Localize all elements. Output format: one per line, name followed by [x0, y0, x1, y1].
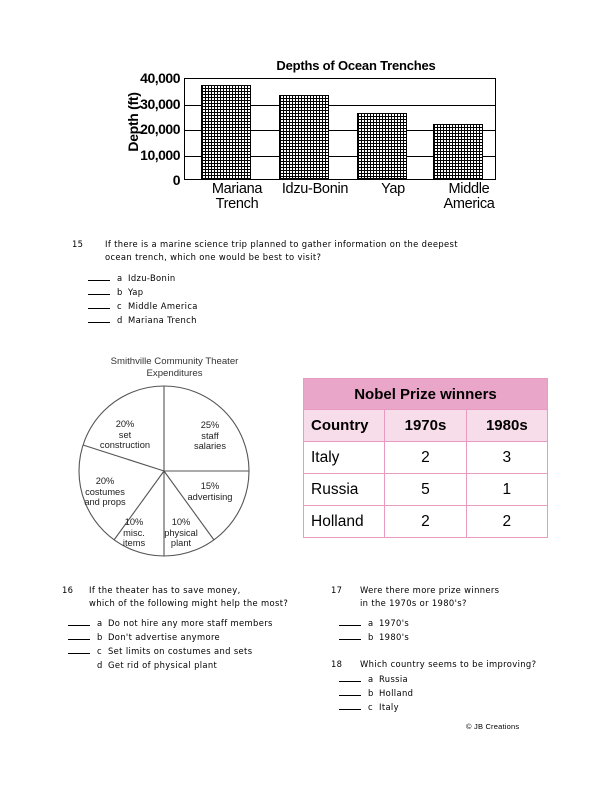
question-17-prompt-line1: Were there more prize winners: [360, 585, 500, 595]
question-17-option-a[interactable]: [339, 618, 409, 628]
option-text: Don't advertise anymore: [108, 632, 221, 642]
answer-blank[interactable]: [339, 688, 361, 696]
option-letter: c: [97, 646, 102, 656]
bar-category-line1: Yap: [381, 181, 405, 197]
question-16-prompt-line1: If the theater has to save money,: [89, 585, 241, 595]
cell-1980s: 2: [466, 506, 547, 538]
pie-label-pct: 15%: [200, 481, 220, 491]
option-text: Russia: [379, 674, 409, 684]
question-17-prompt-line2: in the 1970s or 1980's?: [360, 598, 467, 608]
bar-mariana-trench: [201, 85, 251, 179]
option-text: Yap: [128, 287, 144, 297]
option-text: Idzu-Bonin: [128, 273, 176, 283]
pie-chart: [62, 356, 292, 561]
bar-category-label-middle-america: [406, 182, 532, 213]
option-text: 1980's: [379, 632, 410, 642]
option-letter: b: [97, 632, 103, 642]
bar-chart-y-axis-label: Depth (ft): [125, 92, 141, 152]
pie-label-name1: set: [118, 429, 132, 440]
cell-country: Holland: [304, 506, 385, 538]
option-text: Get rid of physical plant: [108, 660, 218, 670]
option-letter: a: [117, 273, 123, 283]
answer-blank[interactable]: [68, 632, 90, 640]
question-15-prompt-line1: If there is a marine science trip planned to gather information on the deepest: [105, 239, 458, 249]
option-text: Set limits on costumes and sets: [108, 646, 253, 656]
pie-label-name1: costumes: [85, 486, 125, 497]
answer-blank[interactable]: [68, 661, 90, 668]
cell-1980s: 3: [466, 442, 547, 474]
option-text: Middle America: [128, 301, 198, 311]
pie-label-advertising: [172, 481, 248, 502]
pie-label-name2: items: [122, 538, 146, 549]
option-letter: d: [117, 315, 123, 325]
answer-blank[interactable]: [88, 287, 110, 295]
answer-blank[interactable]: [339, 618, 361, 626]
answer-blank[interactable]: [339, 632, 361, 640]
table-row: [304, 442, 548, 474]
bar-chart: [96, 58, 516, 223]
bar-chart-y-tick: 10,000: [140, 146, 180, 163]
column-header-country: Country: [304, 410, 385, 442]
question-18-number: 18: [331, 659, 343, 669]
cell-1970s: 5: [385, 474, 466, 506]
question-17-option-b[interactable]: [339, 632, 409, 642]
bar-chart-y-tick: 40,000: [140, 70, 180, 86]
bar-yap: [357, 113, 407, 179]
pie-label-name2: construction: [99, 440, 151, 451]
question-15-option-d[interactable]: [88, 315, 197, 325]
cell-country: Russia: [304, 474, 385, 506]
pie-label-name2: plant: [170, 538, 192, 549]
pie-label-name1: advertising: [187, 491, 233, 502]
bar-chart-title: Depths of Ocean Trenches: [276, 58, 436, 73]
option-letter: c: [368, 702, 373, 712]
question-16-option-d[interactable]: [68, 660, 217, 670]
question-15-option-b[interactable]: [88, 287, 143, 297]
option-letter: a: [97, 618, 103, 628]
pie-label-pct: 25%: [200, 420, 220, 430]
pie-label-pct: 20%: [115, 419, 135, 429]
option-text: Do not hire any more staff members: [108, 618, 273, 628]
bar-chart-y-tick: 0: [172, 172, 180, 188]
option-text: Italy: [379, 702, 399, 712]
pie-chart-title-line2: Expenditures: [146, 368, 203, 380]
answer-blank[interactable]: [68, 618, 90, 626]
bar-chart-y-tick-group: [114, 70, 180, 188]
pie-label-staff-salaries: [174, 420, 246, 452]
copyright-credit: © JB Creations: [466, 722, 520, 731]
pie-label-set-construction: [84, 419, 166, 451]
pie-label-pct: 10%: [124, 517, 144, 527]
pie-label-name1: staff: [201, 430, 219, 441]
bar-category-line1: Idzu-Bonin: [281, 181, 349, 197]
pie-chart-title-line1: Smithville Community Theater: [110, 356, 239, 367]
cell-country: Italy: [304, 442, 385, 474]
bar-chart-plot-area: [184, 78, 496, 180]
bar-idzu-bonin: [279, 95, 329, 179]
answer-blank[interactable]: [68, 646, 90, 654]
question-15-option-a[interactable]: [88, 273, 176, 283]
bar-chart-y-tick: 30,000: [140, 95, 180, 112]
bar-column: [433, 79, 483, 179]
question-15-number: 15: [72, 239, 84, 249]
bar-chart-y-tick: 20,000: [140, 121, 180, 137]
answer-blank[interactable]: [339, 674, 361, 682]
nobel-table-title: Nobel Prize winners: [304, 379, 548, 410]
answer-blank[interactable]: [88, 315, 110, 323]
column-header-1970s: 1970s: [385, 410, 466, 442]
question-17-number: 17: [331, 585, 343, 595]
bar-category-line1: Mariana: [211, 181, 263, 197]
pie-label-name1: misc.: [123, 527, 145, 538]
question-16-option-a[interactable]: [68, 618, 273, 628]
question-15-prompt-line2: ocean trench, which one would be best to visit?: [105, 252, 322, 262]
option-letter: b: [368, 632, 374, 642]
question-16-option-c[interactable]: [68, 646, 252, 656]
pie-label-name2: and props: [84, 497, 126, 508]
question-16-option-b[interactable]: [68, 632, 220, 642]
nobel-prize-table: [303, 378, 548, 538]
option-letter: a: [368, 674, 374, 684]
question-18-option-b[interactable]: [339, 688, 413, 698]
bar-category-line2: Trench: [215, 196, 259, 213]
pie-label-misc-items: [112, 517, 156, 549]
pie-chart-title: [62, 356, 287, 381]
option-letter: b: [368, 688, 374, 698]
table-header-row: [304, 410, 548, 442]
pie-label-name1: physical: [164, 527, 198, 538]
answer-blank[interactable]: [339, 702, 361, 710]
answer-blank[interactable]: [88, 273, 110, 281]
answer-blank[interactable]: [88, 301, 110, 309]
cell-1970s: 2: [385, 442, 466, 474]
option-text: Mariana Trench: [128, 315, 197, 325]
table-title-row: [304, 379, 548, 410]
question-16-prompt-line2: which of the following might help the most?: [89, 598, 289, 608]
cell-1970s: 2: [385, 506, 466, 538]
bar-category-line1: Middle: [448, 181, 490, 197]
pie-label-pct: 10%: [171, 517, 191, 527]
option-letter: d: [97, 660, 103, 670]
question-15-option-c[interactable]: [88, 301, 198, 311]
pie-label-costumes-and-props: [69, 476, 141, 508]
pie-label-pct: 20%: [95, 476, 115, 486]
bar-category-line2: America: [443, 196, 495, 213]
pie-label-name2: salaries: [193, 441, 227, 452]
table-row: [304, 506, 548, 538]
table-row: [304, 474, 548, 506]
question-18-option-a[interactable]: [339, 674, 408, 684]
cell-1980s: 1: [466, 474, 547, 506]
bar-middle-america: [433, 124, 483, 179]
option-letter: a: [368, 618, 374, 628]
question-16-number: 16: [62, 585, 74, 595]
column-header-1980s: 1980s: [466, 410, 547, 442]
bar-column: [201, 79, 251, 179]
bar-column: [279, 79, 329, 179]
question-18-option-c[interactable]: [339, 702, 399, 712]
option-text: Holland: [379, 688, 414, 698]
option-letter: c: [117, 301, 122, 311]
bar-column: [357, 79, 407, 179]
option-letter: b: [117, 287, 123, 297]
question-18-prompt-line1: Which country seems to be improving?: [360, 659, 537, 669]
option-text: 1970's: [379, 618, 410, 628]
pie-label-physical-plant: [154, 517, 208, 549]
